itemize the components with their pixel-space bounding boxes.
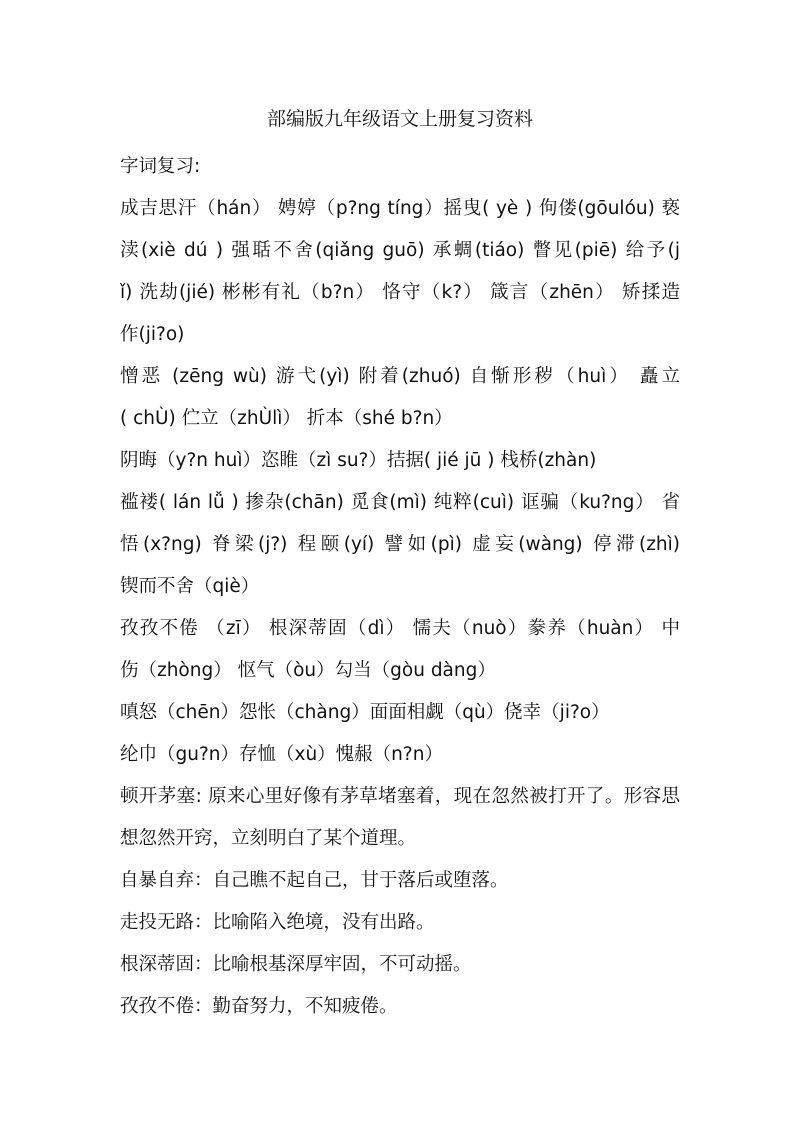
text-line: 纶巾（gu?n）存恤（xù）愧赧（n?n） — [120, 744, 443, 765]
text-line: 顿开茅塞: 原来心里好像有茅草堵塞着，现在忽然被打开了。形容思 — [120, 786, 680, 807]
text-line: 伤（zhòng） 怄气（òu）勾当（gòu dàng） — [120, 660, 496, 681]
text-line: 阴晦（y?n huì）恣睢（zì su?）拮据( jié jū ) 栈桥(zhàn) — [120, 450, 597, 471]
text-line: 憎恶 (zēng wù) 游弋(yì) 附着(zhuó) 自惭形秽（huì） 矗立 — [120, 366, 680, 387]
text-line: 孜孜不倦 （zī） 根深蒂固（dì） 懦夫（nuò）豢养（huàn） 中 — [120, 618, 680, 639]
document-body — [120, 146, 680, 1028]
text-line: 作(ji?o) — [120, 324, 185, 345]
text-line: 自暴自弃：自己瞧不起自己，甘于落后或堕落。 — [120, 870, 509, 891]
text-line: 想忽然开窍，立刻明白了某个道理。 — [120, 828, 417, 849]
text-line: 根深蒂固：比喻根基深厚牢固，不可动摇。 — [120, 954, 472, 975]
text-line: 悟(x?ng) 脊梁(j?) 程颐(yí) 譬如(pì) 虚妄(wàng) 停滞(zhì) — [120, 534, 680, 555]
text-line: 成吉思汗（hán） 娉婷（p?ng tíng）摇曳( yè ) 佝偻(gōulóu) 亵 — [120, 198, 680, 219]
text-line: ( chÙ) 伫立（zhÙlì） 折本（shé b?n） — [120, 408, 453, 429]
text-line: 孜孜不倦：勤奋努力，不知疲倦。 — [120, 996, 398, 1017]
text-line: 走投无路：比喻陷入绝境，没有出路。 — [120, 912, 435, 933]
text-line: 褴褛( lán lǚ ) 掺杂(chān) 觅食(mì) 纯粹(cuì) 诓骗（ku?ng） 省 — [120, 492, 680, 513]
document-title: 部编版九年级语文上册复习资料 — [266, 108, 533, 130]
text-line: 锲而不舍（qiè） — [120, 576, 260, 597]
text-line: 嗔怒（chēn）怨怅（chàng）面面相觑（qù）侥幸（ji?o） — [120, 702, 610, 723]
text-line: 渎(xiè dú ) 强聒不舍(qiǎng guō) 承蜩(tiáo) 瞥见(piē) 给予(j — [120, 240, 680, 261]
section-heading: 字词复习: — [120, 156, 201, 177]
text-line: ǐ) 洗劫(jié) 彬彬有礼（b?n） 恪守（k?） 箴言（zhēn） 矫揉造 — [120, 282, 680, 303]
